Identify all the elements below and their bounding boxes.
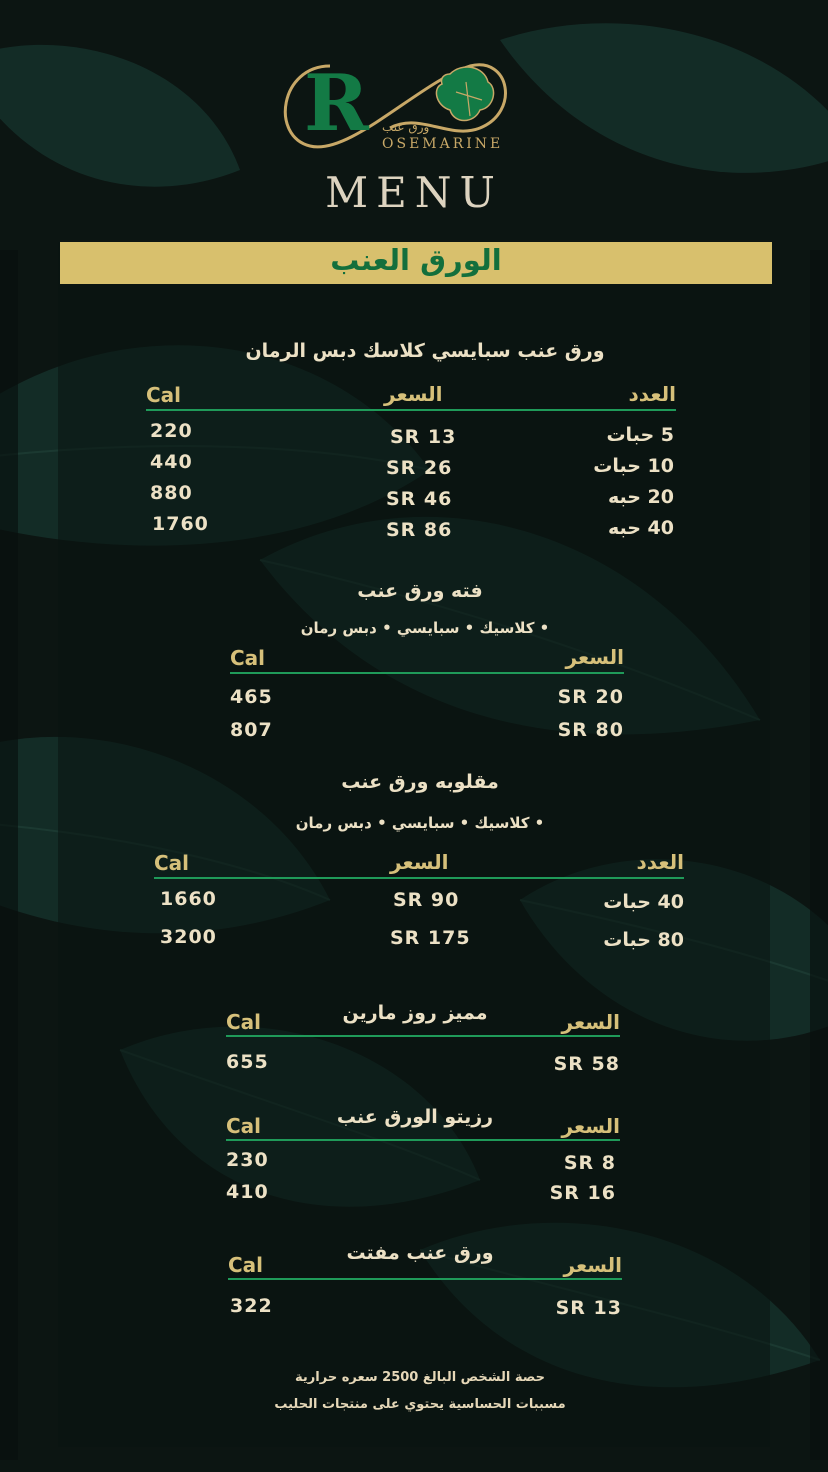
section5-cal-header: Cal [226, 1114, 262, 1138]
section6-cal-header: Cal [228, 1253, 264, 1277]
section2-title: فته ورق عنب [357, 580, 483, 602]
table-row-price: SR 26 [386, 457, 453, 479]
section2-cal-header: Cal [230, 646, 266, 670]
table-row-price: SR 175 [390, 927, 471, 949]
section6-rule [228, 1278, 622, 1280]
section4-price-header: السعر [561, 1010, 620, 1034]
table-row-count: 40 حبه [607, 517, 674, 539]
category-banner-title: الورق العنب [330, 243, 502, 277]
table-row-cal: 230 [226, 1149, 269, 1171]
section3-options: • كلاسيك • سبايسي • دبس رمان [295, 814, 545, 832]
table-row-cal: 655 [226, 1051, 269, 1073]
brand-logo [270, 52, 520, 162]
section6-title: ورق عنب مفتت [346, 1242, 494, 1264]
table-row-price: SR 80 [557, 719, 624, 741]
section3-price-header: السعر [390, 850, 449, 874]
table-row-price: SR 86 [386, 519, 453, 541]
table-row-cal: 880 [150, 482, 193, 504]
section5-rule [226, 1139, 620, 1141]
table-row-cal: 807 [230, 719, 273, 741]
section1-count-header: العدد [628, 382, 676, 406]
logo-letter: R [304, 58, 369, 149]
table-row-cal: 410 [226, 1181, 269, 1203]
table-row-price: SR 13 [555, 1297, 622, 1319]
section1-cal-header: Cal [146, 383, 182, 407]
section3-title: مقلوبه ورق عنب [341, 771, 499, 793]
table-row-price: SR 13 [390, 426, 457, 448]
section5-title: رزيتو الورق عنب [336, 1106, 494, 1128]
section5-price-header: السعر [561, 1114, 620, 1138]
calorie-note: حصة الشخص البالغ 2500 سعره حرارية [295, 1370, 545, 1385]
left-side-strip [0, 250, 18, 1460]
table-row-cal: 1660 [160, 888, 217, 910]
section4-cal-header: Cal [226, 1010, 262, 1034]
table-row-price: SR 16 [549, 1182, 616, 1204]
section4-rule [226, 1035, 620, 1037]
section3-cal-header: Cal [154, 851, 190, 875]
section4-title: مميز روز مارين [342, 1002, 488, 1024]
table-row-cal: 1760 [152, 513, 209, 535]
table-row-count: 20 حبه [607, 486, 674, 508]
table-row-count: 80 حبات [603, 929, 684, 951]
section1-price-header: السعر [384, 382, 443, 406]
table-row-count: 40 حبات [603, 891, 684, 913]
section2-price-header: السعر [565, 645, 624, 669]
section2-options: • كلاسيك • سبايسي • دبس رمان [300, 619, 550, 637]
table-row-price: SR 46 [386, 488, 453, 510]
section2-rule [230, 672, 624, 674]
table-row-cal: 3200 [160, 926, 217, 948]
table-row-cal: 322 [230, 1295, 273, 1317]
right-side-strip [810, 250, 828, 1460]
logo-word: OSEMARINE [382, 136, 504, 152]
menu-title: MENU [325, 168, 503, 217]
table-row-price: SR 8 [563, 1152, 616, 1174]
section6-price-header: السعر [563, 1253, 622, 1277]
table-row-price: SR 90 [393, 889, 460, 911]
table-row-price: SR 58 [553, 1053, 620, 1075]
category-banner [60, 242, 772, 284]
section3-count-header: العدد [636, 850, 684, 874]
table-row-count: 5 حبات [606, 424, 674, 446]
table-row-cal: 220 [150, 420, 193, 442]
section1-title: ورق عنب سبايسي كلاسك دبس الرمان [245, 340, 605, 362]
table-row-count: 10 حبات [593, 455, 674, 477]
logo-arabic-text: ورق عنب [382, 120, 430, 134]
table-row-price: SR 20 [557, 686, 624, 708]
table-row-cal: 465 [230, 686, 273, 708]
allergen-note: مسببات الحساسية يحتوي على منتجات الحليب [274, 1397, 566, 1412]
section1-rule [146, 409, 676, 411]
table-row-cal: 440 [150, 451, 193, 473]
section3-rule [154, 877, 684, 879]
